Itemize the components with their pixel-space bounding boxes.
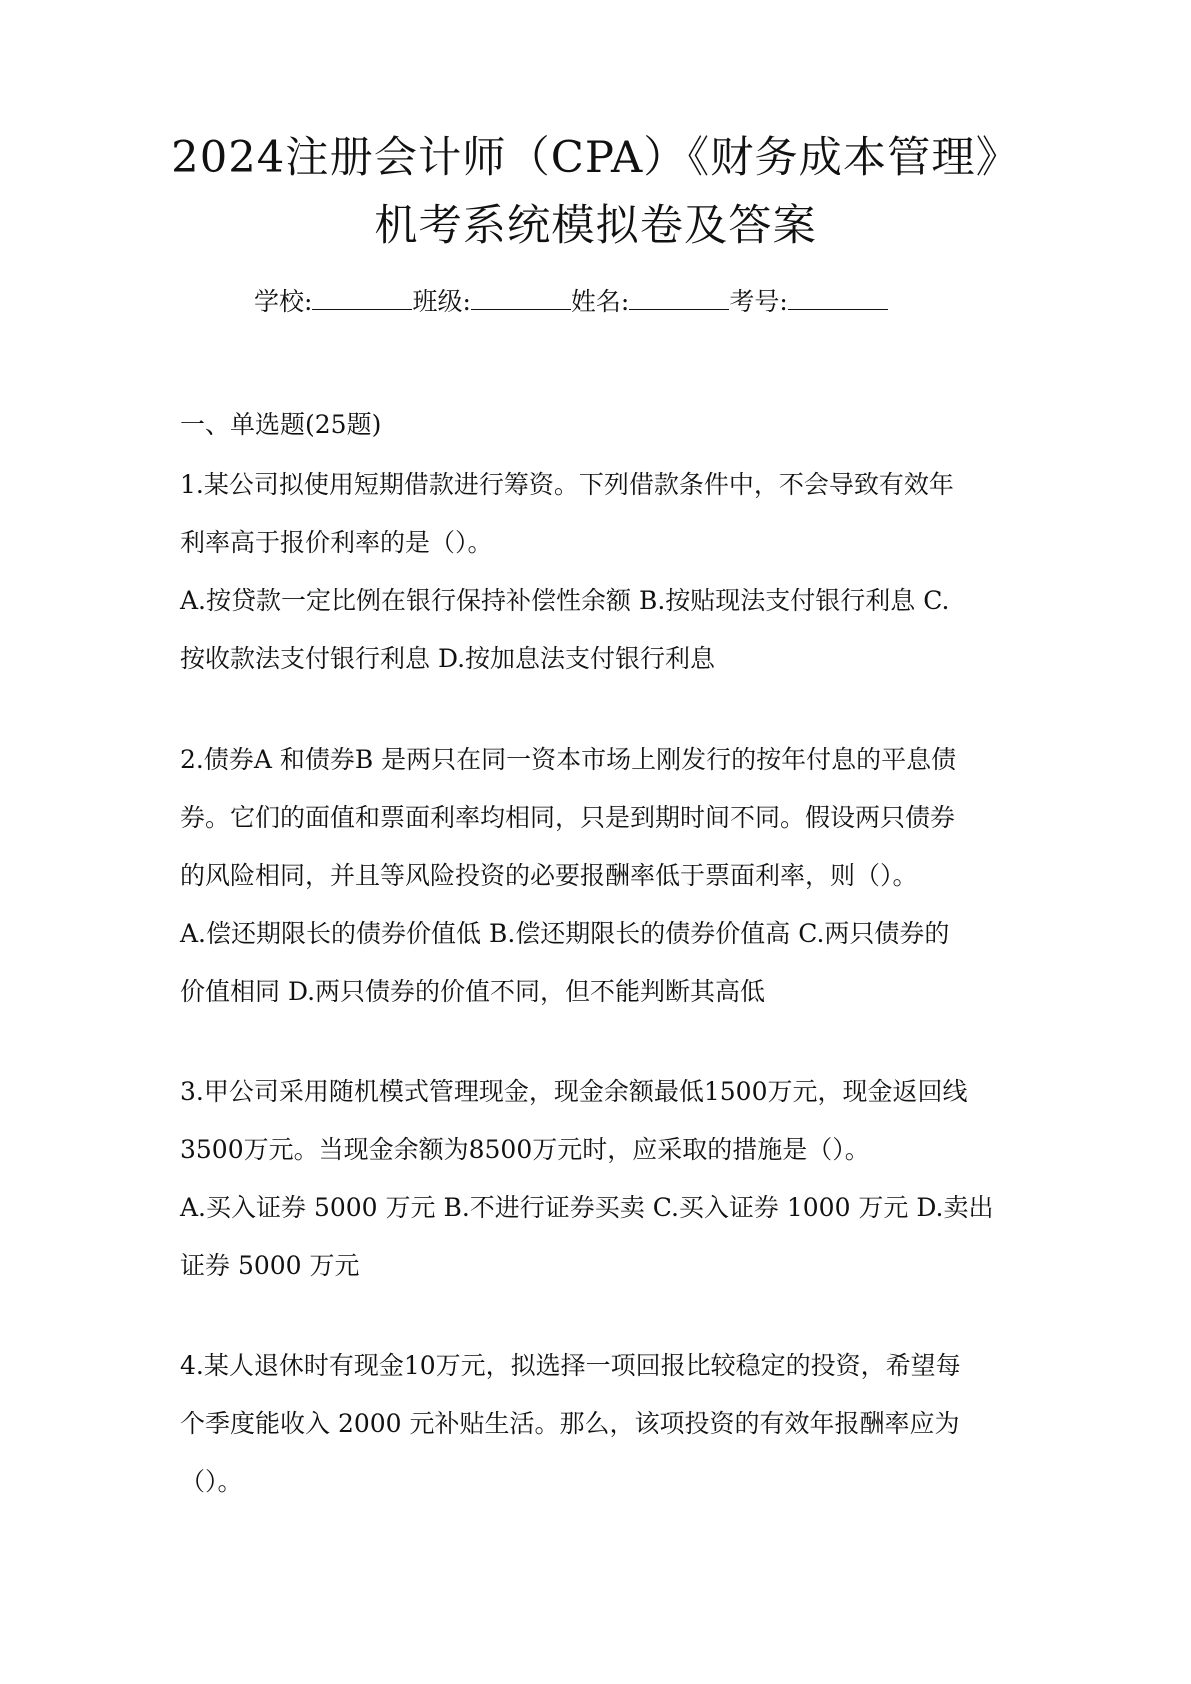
school-label: 学校: <box>254 287 313 316</box>
question-4-line-2: 个季度能收入 2000 元补贴生活。那么，该项投资的有效年报酬率应为 <box>180 1409 960 1438</box>
question-1-line-1: 1.某公司拟使用短期借款进行筹资。下列借款条件中，不会导致有效年 <box>180 470 954 499</box>
document-title-line-2: 机考系统模拟卷及答案 <box>374 201 817 251</box>
exam-no-blank <box>788 283 888 310</box>
question-3-option-line-2: 证券 5000 万元 <box>180 1251 360 1280</box>
document-title-line-1: 2024注册会计师（CPA）《财务成本管理》 <box>171 133 1020 183</box>
exam-no-label: 考号: <box>729 287 788 316</box>
question-2-line-3: 的风险相同，并且等风险投资的必要报酬率低于票面利率，则（）。 <box>180 861 918 890</box>
question-2-line-2: 券。它们的面值和票面利率均相同，只是到期时间不同。假设两只债券 <box>180 803 956 832</box>
question-2-option-line-1: A.偿还期限长的债券价值低 B.偿还期限长的债券价值高 C.两只债券的 <box>180 919 950 948</box>
question-3-line-2: 3500万元。当现金余额为8500万元时，应采取的措施是（）。 <box>180 1135 870 1164</box>
question-1-option-line-2: 按收款法支付银行利息 D.按加息法支付银行利息 <box>180 644 716 673</box>
question-3-option-line-1: A.买入证券 5000 万元 B.不进行证券买卖 C.买入证券 1000 万元 D.卖出 <box>180 1193 994 1222</box>
class-blank <box>471 283 571 310</box>
question-1-line-2: 利率高于报价利率的是（）。 <box>180 528 493 557</box>
question-2-line-1: 2.债券A 和债券B 是两只在同一资本市场上刚发行的按年付息的平息债 <box>180 745 957 774</box>
question-1-option-line-1: A.按贷款一定比例在银行保持补偿性余额 B.按贴现法支付银行利息 C. <box>180 586 950 615</box>
question-3-line-1: 3.甲公司采用随机模式管理现金，现金余额最低1500万元，现金返回线 <box>180 1077 968 1106</box>
question-4-line-3: （）。 <box>180 1467 243 1496</box>
question-4-line-1: 4.某人退休时有现金10万元，拟选择一项回报比较稳定的投资，希望每 <box>180 1351 961 1380</box>
name-blank <box>629 283 729 310</box>
name-label: 姓名: <box>570 287 630 316</box>
class-label: 班级: <box>412 287 471 316</box>
school-blank <box>312 283 412 310</box>
student-info-row <box>254 283 888 319</box>
section-heading: 一、单选题(25题) <box>180 410 382 439</box>
question-2-option-line-2: 价值相同 D.两只债券的价值不同，但不能判断其高低 <box>180 977 766 1006</box>
